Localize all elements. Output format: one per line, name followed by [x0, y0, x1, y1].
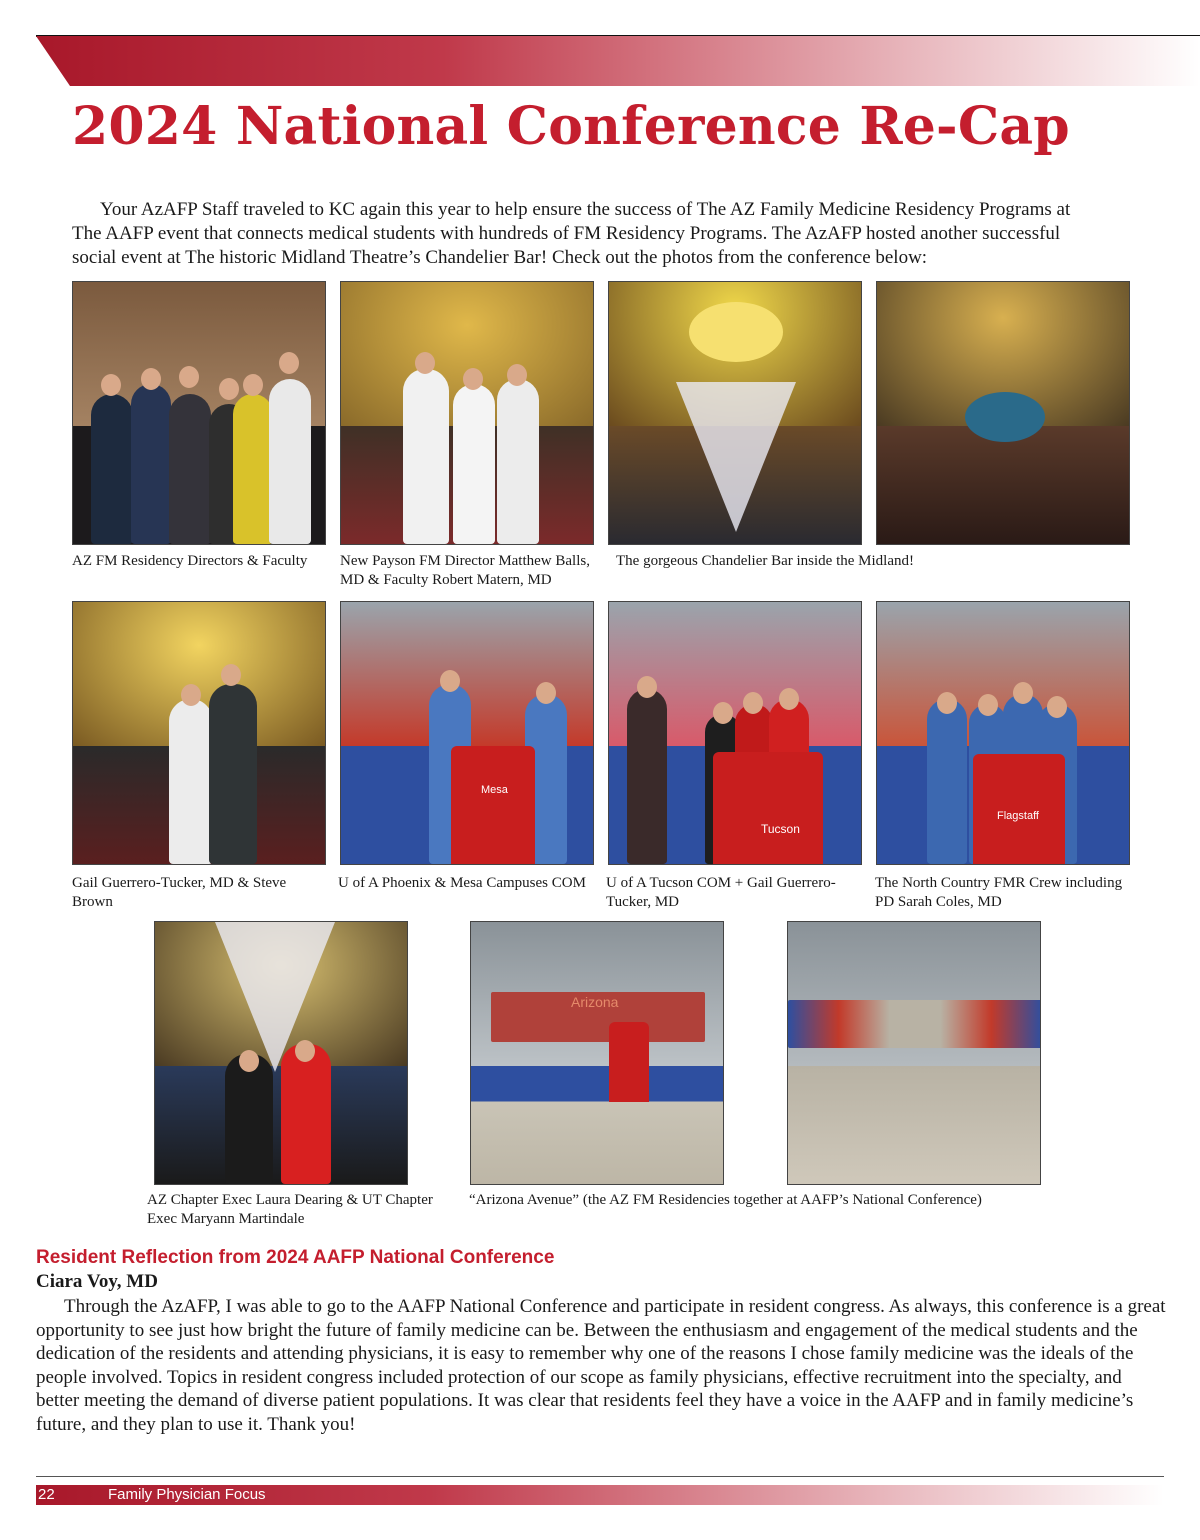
- caption-chandelier-bar: The gorgeous Chandelier Bar inside the Midland!: [616, 553, 914, 569]
- photo-north-country-booth: [876, 601, 1130, 865]
- publication-name: Family Physician Focus: [108, 1486, 266, 1503]
- reflection-author: Ciara Voy, MD: [36, 1271, 158, 1292]
- page-number: 22: [38, 1486, 55, 1503]
- reflection-body: Through the AzAFP, I was able to go to the AAFP National Conference and participate in resident congress. As always, this conference is a great opportunity to see just how bright the future of family medicine can be. Between the enthusiasm and engagement of the medical students and the dedication of the residents and attending physicians, it is easy to remember why one of the reasons I chose family medicine was the ideals of the people involved. Topics in resident congress included protection of our scope as family physicians, effective recruitment into the specialty, and better meeting the demand of diverse patient populations. It was clear that residents feel they have a voice in the AAFP and in family medicine’s future, and they plan to use it. Thank you!: [36, 1296, 1166, 1435]
- photo-chandelier-bar: [608, 281, 862, 545]
- intro-paragraph: Your AzAFP Staff traveled to KC again this year to help ensure the success of The AZ Family Medicine Residency Programs at The AAFP event that connects medical students with hundreds of FM Residency Programs. The AzAFP hosted another successful social event at The historic Midland Theatre’s Chandelier Bar! Check out the photos from the conference below:: [72, 199, 1071, 268]
- caption-guerrero-tucker-brown: Gail Guerrero-Tucker, MD & Steve Brown: [72, 875, 287, 910]
- caption-north-country-booth: The North Country FMR Crew including PD Sarah Coles, MD: [875, 875, 1123, 910]
- photo-chapter-execs: [154, 921, 408, 1185]
- reflection-heading: Resident Reflection from 2024 AAFP National Conference: [36, 1247, 555, 1268]
- sign-arizona: Arizona: [571, 994, 619, 1010]
- caption-payson-faculty: New Payson FM Director Matthew Balls, MD & Faculty Robert Matern, MD: [340, 553, 590, 588]
- caption-arizona-avenue: “Arizona Avenue” (the AZ FM Residencies together at AAFP’s National Conference): [469, 1192, 982, 1208]
- sign-tucson: Tucson: [761, 822, 800, 836]
- caption-phoenix-mesa-booth: U of A Phoenix & Mesa Campuses COM: [338, 875, 586, 891]
- photo-phoenix-mesa-booth: [340, 601, 594, 865]
- photo-arizona-avenue-1: [470, 921, 724, 1185]
- photo-residency-directors: [72, 281, 326, 545]
- photo-payson-faculty: [340, 281, 594, 545]
- photo-arizona-avenue-2: [787, 921, 1041, 1185]
- photo-guerrero-tucker-brown: [72, 601, 326, 865]
- header-band: [36, 36, 1200, 86]
- sign-flagstaff: Flagstaff: [997, 810, 1039, 822]
- caption-chapter-execs: AZ Chapter Exec Laura Dearing & UT Chapter Exec Maryann Martindale: [147, 1192, 433, 1227]
- footer-rule: [36, 1476, 1164, 1477]
- photo-theatre-interior: [876, 281, 1130, 545]
- sign-mesa: Mesa: [481, 784, 508, 796]
- caption-residency-directors: AZ FM Residency Directors & Faculty: [72, 553, 308, 569]
- caption-tucson-booth: U of A Tucson COM + Gail Guerrero-Tucker, MD: [606, 875, 836, 910]
- photo-tucson-booth: [608, 601, 862, 865]
- page-title: 2024 National Conference Re-Cap: [72, 96, 1070, 157]
